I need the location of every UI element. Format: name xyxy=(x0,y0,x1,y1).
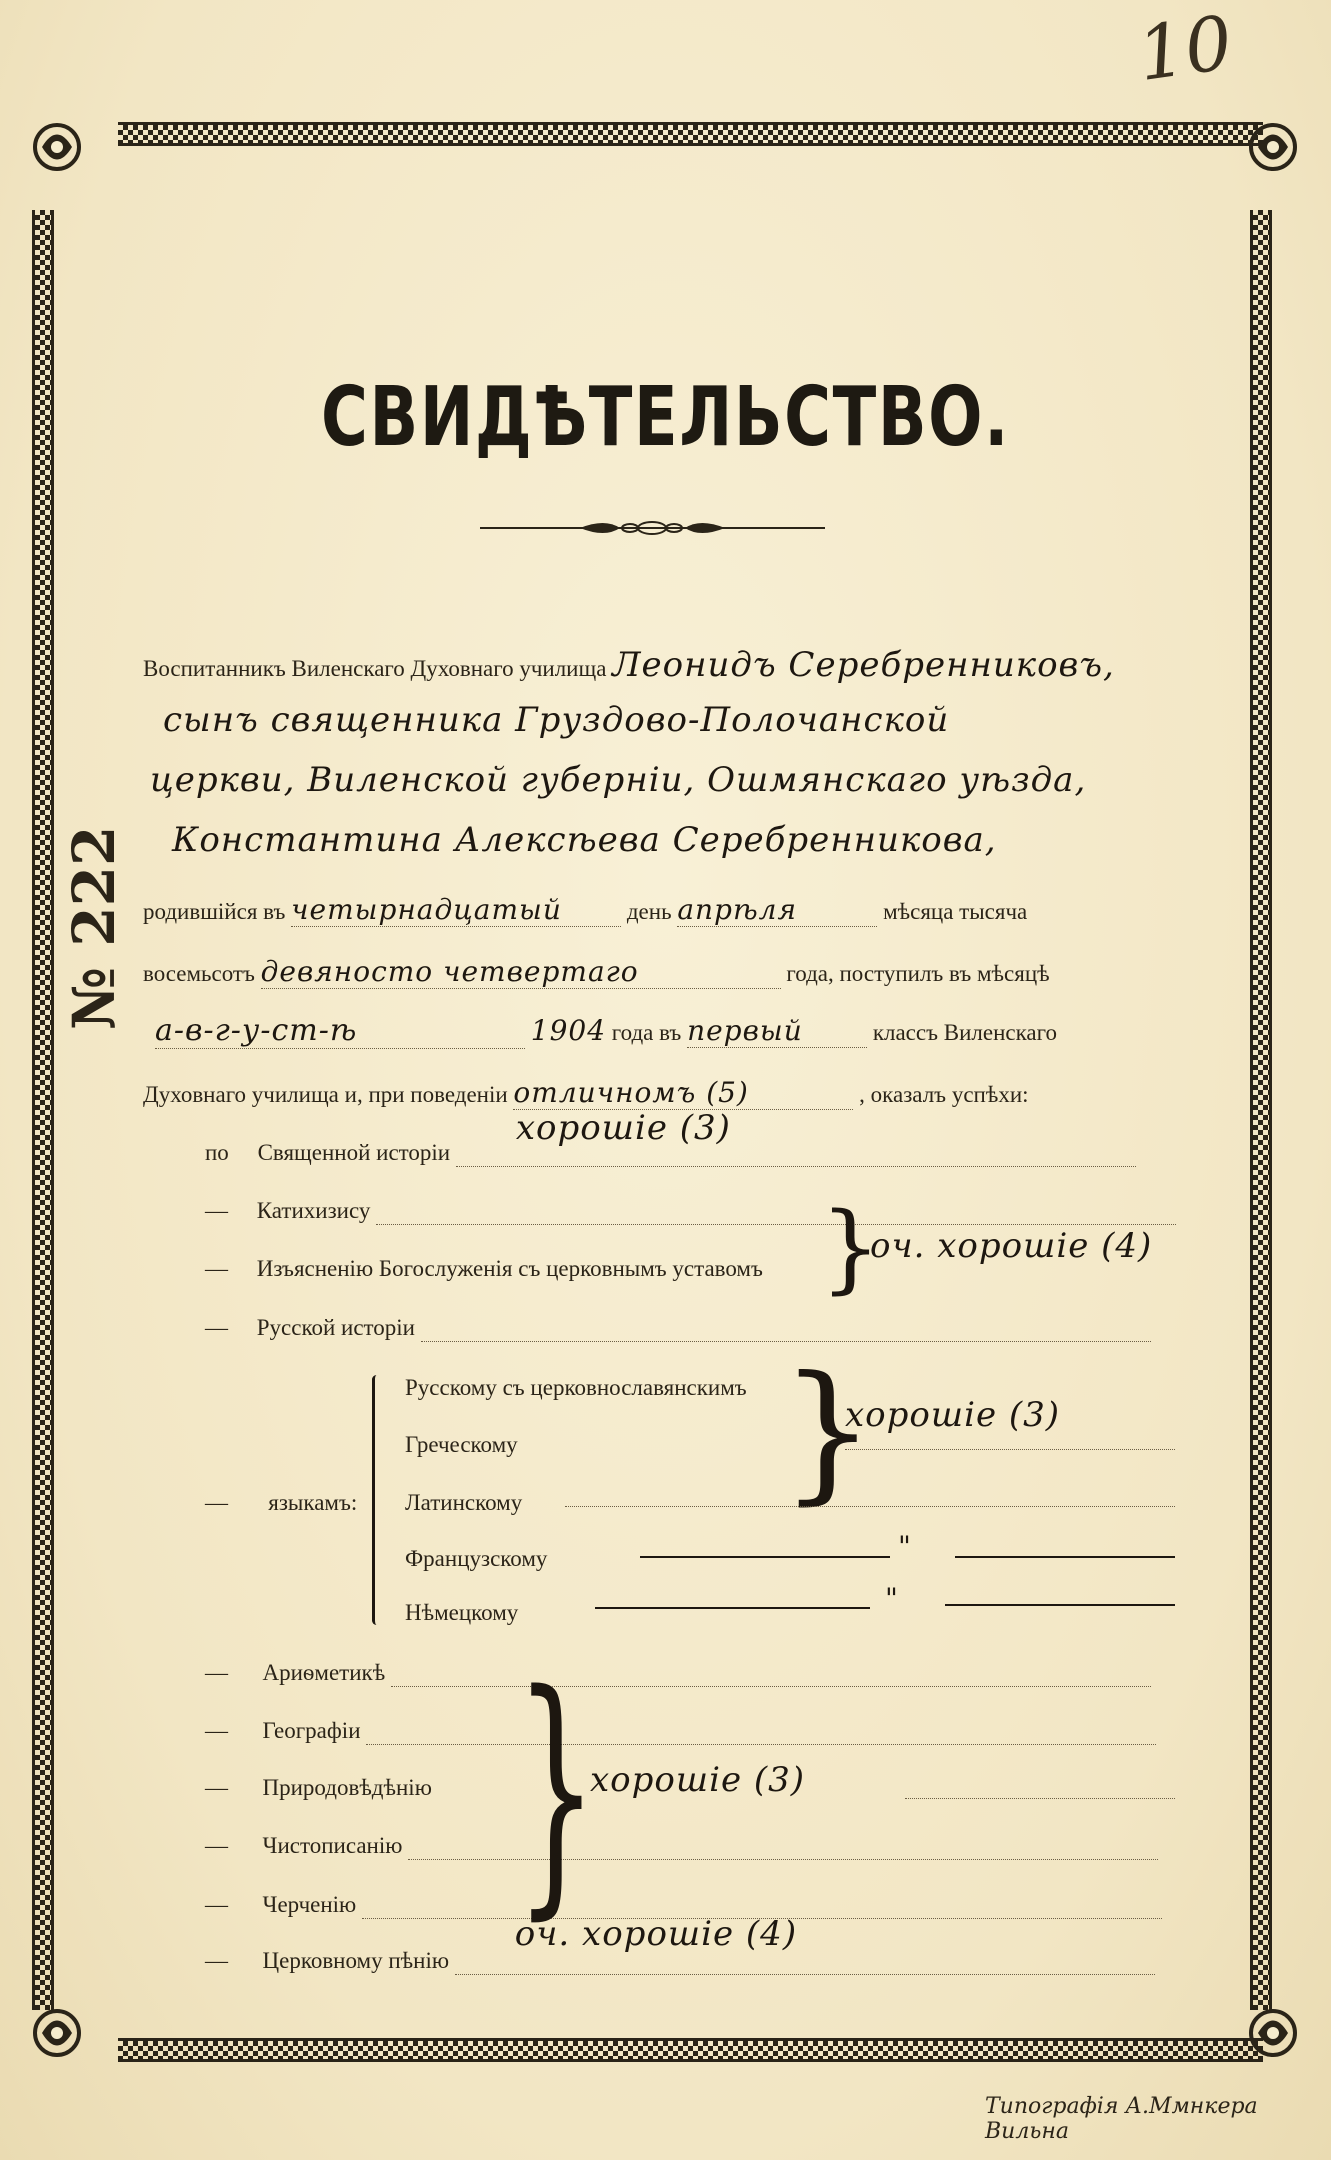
grade-line xyxy=(391,1660,1151,1687)
border-right xyxy=(1250,210,1272,2010)
subject-prefix: — xyxy=(205,1892,228,1917)
grade-line xyxy=(845,1449,1175,1450)
grade-line xyxy=(456,1108,1136,1167)
subject-label: Русской исторіи xyxy=(256,1315,415,1340)
language-latin xyxy=(405,1490,522,1516)
subject-label: Катихизису xyxy=(256,1198,371,1223)
document-title: СВИДѢТЕЛЬСТВО. xyxy=(321,370,1010,465)
father-name: Константина Алексѣева Серебренникова, xyxy=(172,820,997,860)
ditto-mark: " xyxy=(898,1530,912,1563)
subject-church-singing xyxy=(205,1914,1155,1975)
language-french xyxy=(405,1546,547,1572)
year-line xyxy=(143,955,1050,989)
subject-label: Географіи xyxy=(262,1718,361,1743)
corner-ornament-icon xyxy=(1238,1998,1308,2068)
conduct-grade: отличномъ (5) xyxy=(513,1076,853,1110)
pupil-name: Леонидъ Серебренниковъ, xyxy=(612,645,1115,685)
subject-label: Ариѳметикѣ xyxy=(262,1660,386,1685)
dash-line xyxy=(595,1607,870,1609)
subject-liturgy xyxy=(205,1256,763,1282)
subject-arithmetic xyxy=(205,1660,1151,1687)
border-bottom xyxy=(118,2038,1263,2062)
birth-month: апрѣля xyxy=(677,893,877,927)
subject-prefix: — xyxy=(205,1718,228,1743)
corner-ornament-icon xyxy=(22,1998,92,2068)
progress-label: , оказалъ успѣхи: xyxy=(859,1082,1029,1107)
science-group-grade: хорошіе (3) xyxy=(590,1760,806,1800)
subject-prefix: — xyxy=(205,1775,228,1800)
subject-prefix: — xyxy=(205,1256,228,1281)
birth-line xyxy=(143,893,1027,927)
grade-line xyxy=(421,1315,1151,1342)
subject-prefix: по xyxy=(205,1140,229,1165)
subject-label: Церковному пѣнію xyxy=(262,1948,450,1973)
grade-line xyxy=(455,1914,1155,1975)
entry-month: а-в-г-у-ст-ѣ xyxy=(155,1013,525,1049)
languages-label: языкамъ: xyxy=(268,1490,358,1515)
language-german xyxy=(405,1600,518,1626)
father-line-1: сынъ священника Груздово-Полочанской xyxy=(163,700,950,740)
day-label: день xyxy=(626,899,672,924)
language-label: Греческому xyxy=(405,1432,518,1457)
grade-line xyxy=(565,1506,1175,1507)
subject-prefix: — xyxy=(205,1833,228,1858)
language-label: Латинскому xyxy=(405,1490,523,1515)
corner-ornament-icon xyxy=(1238,112,1308,182)
grade-line xyxy=(905,1798,1175,1799)
subject-grade: оч. хорошіе (4) xyxy=(514,1914,798,1954)
subject-label: Священной исторіи xyxy=(257,1140,451,1165)
border-top xyxy=(118,122,1263,146)
languages-group-grade: хорошіе (3) xyxy=(845,1395,1061,1435)
subject-nature xyxy=(205,1775,432,1801)
born-label: родившійся въ xyxy=(143,899,286,924)
language-label: Французскому xyxy=(405,1546,548,1571)
subject-prefix: — xyxy=(205,1490,228,1515)
border-left xyxy=(32,210,54,2010)
subject-label: Природовѣдѣнію xyxy=(262,1775,432,1800)
class-label: классъ Виленскаго xyxy=(872,1020,1057,1045)
grade-line xyxy=(376,1198,1176,1225)
line-1 xyxy=(143,645,1115,685)
subject-prefix: — xyxy=(205,1948,228,1973)
class-number: первый xyxy=(687,1014,867,1048)
subject-prefix: — xyxy=(205,1315,228,1340)
month-label: мѣсяца тысяча xyxy=(883,899,1028,924)
liturgy-group-grade: оч. хорошіе (4) xyxy=(870,1226,1153,1266)
subject-geography xyxy=(205,1718,1156,1745)
brace-icon: } xyxy=(780,1345,876,1519)
pupil-intro: Воспитанникъ Виленскаго Духовнаго училища xyxy=(143,656,607,681)
subject-catechism xyxy=(205,1198,1176,1225)
conduct-label: Духовнаго училища и, при поведеніи xyxy=(143,1082,508,1107)
serial-number: № 222 xyxy=(60,825,128,1030)
language-greek xyxy=(405,1432,518,1458)
archive-mark: 10 xyxy=(1132,0,1238,99)
dash-line xyxy=(955,1556,1175,1558)
subject-prefix: — xyxy=(205,1660,228,1685)
printer-imprint: Типографія А.Ммнкера Вильна xyxy=(985,2094,1258,2144)
subject-grade: хорошіе (3) xyxy=(515,1108,731,1148)
entry-year-label: года въ xyxy=(611,1020,682,1045)
subject-label: Черченію xyxy=(262,1892,357,1917)
corner-ornament-icon xyxy=(22,112,92,182)
language-label: Нѣмецкому xyxy=(405,1600,519,1625)
year-label: года, поступилъ въ мѣсяцѣ xyxy=(786,961,1050,986)
birth-day: четырнадцатый xyxy=(291,893,621,927)
father-line-2: церкви, Виленской губерніи, Ошмянскаго уѣзда, xyxy=(150,760,1087,800)
subject-label: Чистописанію xyxy=(262,1833,403,1858)
entry-line xyxy=(155,1013,1057,1049)
divider-ornament-icon xyxy=(480,518,825,538)
languages-label-line xyxy=(205,1490,357,1516)
languages-bracket xyxy=(372,1375,381,1625)
brace-icon: } xyxy=(515,1640,598,1942)
year-prefix: восемьсотъ xyxy=(143,961,255,986)
subject-penmanship xyxy=(205,1833,1158,1860)
subject-label: Изъясненію Богослуженія съ церковнымъ уставомъ xyxy=(256,1256,763,1281)
birth-year: девяносто четвертаго xyxy=(261,955,781,989)
dash-line xyxy=(640,1556,890,1558)
subject-prefix: — xyxy=(205,1198,228,1223)
entry-year: 1904 xyxy=(530,1014,607,1047)
brace-icon: } xyxy=(820,1192,882,1304)
subject-sacred-history xyxy=(205,1108,1136,1167)
conduct-line xyxy=(143,1076,1029,1110)
subject-russian-history xyxy=(205,1315,1151,1342)
dash-line xyxy=(945,1604,1175,1606)
language-russian: Русскому съ церковнославянскимъ xyxy=(405,1375,747,1400)
grade-line xyxy=(366,1718,1156,1745)
ditto-mark: " xyxy=(885,1582,899,1615)
